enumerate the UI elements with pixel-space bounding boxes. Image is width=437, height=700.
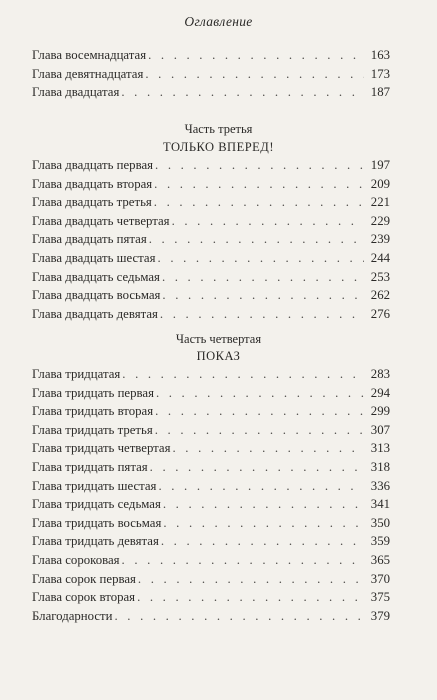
part-subtitle: ПОКАЗ: [196, 349, 241, 363]
toc-entry: [32, 46, 390, 65]
toc-entry-label: Глава двадцать третья: [32, 195, 152, 210]
toc-entry-label: Глава тридцать восьмая: [32, 515, 162, 530]
toc-entry: [32, 212, 390, 231]
toc-entry-page-number: 173: [370, 66, 390, 81]
toc-entry: [32, 570, 390, 589]
dot-leader: [156, 384, 364, 403]
toc-entry-label: Глава сорок вторая: [32, 590, 136, 605]
toc-section-part-four: [32, 365, 390, 625]
toc-entry-label: Глава девятнадцатая: [32, 66, 144, 81]
toc-entry: [32, 402, 390, 421]
toc-entry-page-number: 341: [370, 497, 390, 512]
toc-entry-label: Глава двадцать восьмая: [32, 288, 161, 303]
toc-entry-page-number: 253: [370, 269, 390, 284]
dot-leader: [137, 588, 364, 607]
dot-leader: [121, 83, 364, 102]
toc-entry-page-number: 163: [370, 48, 390, 62]
dot-leader: [163, 495, 364, 514]
dot-leader: [122, 365, 364, 384]
dot-leader: [154, 175, 364, 194]
dot-leader: [145, 65, 364, 84]
toc-entry: [32, 230, 390, 249]
toc-entry: [32, 268, 390, 287]
toc-entry-page-number: 197: [370, 158, 390, 172]
toc-entry-label: Глава двадцать девятая: [32, 306, 158, 321]
toc-entry-label: Глава двадцать шестая: [32, 250, 156, 265]
dot-leader: [114, 607, 364, 626]
toc-entry-label: Глава восемнадцатая: [32, 48, 147, 62]
toc-entry: [32, 83, 390, 102]
dot-leader: [172, 212, 364, 231]
dot-leader: [173, 439, 365, 458]
toc-entry: [32, 175, 390, 194]
toc-entry: [32, 532, 390, 551]
part-heading: Часть третья: [184, 122, 253, 136]
toc-entry-page-number: 229: [370, 213, 390, 228]
toc-entry-page-number: 350: [370, 515, 390, 530]
toc-entry: [32, 65, 390, 84]
toc-entry-page-number: 359: [370, 534, 390, 549]
toc-entry-page-number: 365: [370, 552, 390, 567]
toc-entry-label: Глава тридцать седьмая: [32, 497, 161, 512]
toc-entry: [32, 495, 390, 514]
dot-leader: [160, 305, 364, 324]
toc-entry-label: Глава двадцать вторая: [32, 176, 153, 191]
dot-leader: [148, 46, 364, 65]
toc-entry-page-number: 283: [370, 367, 390, 381]
toc-entry: [32, 477, 390, 496]
dot-leader: [162, 286, 364, 305]
toc-entry-page-number: 299: [370, 404, 390, 419]
toc-entry-label: Глава тридцать третья: [32, 422, 153, 437]
dot-leader: [158, 249, 364, 268]
toc-entry-label: Глава тридцать пятая: [32, 459, 148, 474]
dot-leader: [155, 421, 364, 440]
toc-entry: [32, 588, 390, 607]
dot-leader: [161, 532, 364, 551]
toc-entry-label: Глава тридцать вторая: [32, 404, 154, 419]
toc-entry-label: Глава двадцатая: [32, 85, 120, 100]
toc-entry-label: Глава тридцать шестая: [32, 478, 157, 493]
toc-entry-page-number: 313: [370, 441, 390, 456]
dot-leader: [162, 268, 364, 287]
toc-entry-label: Глава сорок первая: [32, 571, 136, 586]
dot-leader: [158, 477, 364, 496]
toc-section-part-three: [32, 156, 390, 323]
toc-entry: [32, 384, 390, 403]
toc-entry-page-number: 276: [370, 306, 390, 321]
toc-entry-page-number: 307: [370, 422, 390, 437]
toc-entry: [32, 156, 390, 175]
toc-entry-label: Глава двадцать четвертая: [32, 213, 170, 228]
dot-leader: [150, 458, 364, 477]
dot-leader: [155, 156, 364, 175]
toc-entry-page-number: 336: [370, 478, 390, 493]
toc-entry-page-number: 221: [370, 195, 390, 210]
dot-leader: [154, 193, 364, 212]
toc-entry-label: Глава тридцать первая: [32, 385, 154, 400]
toc-entry: [32, 439, 390, 458]
toc-entry-page-number: 294: [370, 385, 390, 400]
toc-entry: [32, 305, 390, 324]
toc-entry-label: Благодарности: [32, 608, 113, 623]
toc-entry-page-number: 318: [370, 459, 390, 474]
toc-entry-page-number: 209: [370, 176, 390, 191]
toc-entry: [32, 607, 390, 626]
toc-entry: [32, 365, 390, 384]
toc-entry: [32, 193, 390, 212]
part-heading: Часть четвертая: [175, 332, 262, 346]
toc-entry: [32, 514, 390, 533]
page-title: Оглавление: [184, 14, 253, 29]
toc-entry-label: Глава сороковая: [32, 552, 120, 567]
toc-entry-label: Глава тридцать девятая: [32, 534, 159, 549]
toc-entry-page-number: 187: [370, 85, 390, 100]
toc-entry-label: Глава двадцать первая: [32, 158, 154, 172]
toc-entry-page-number: 375: [370, 590, 390, 605]
toc-entry: [32, 551, 390, 570]
toc-entry-page-number: 244: [370, 250, 390, 265]
toc-entry-label: Глава тридцатая: [32, 367, 121, 381]
toc-entry: [32, 421, 390, 440]
part-subtitle: ТОЛЬКО ВПЕРЕД!: [163, 140, 274, 154]
toc-entry-label: Глава тридцать четвертая: [32, 441, 171, 456]
dot-leader: [138, 570, 364, 589]
toc-entry-label: Глава двадцать седьмая: [32, 269, 160, 284]
dot-leader: [155, 402, 364, 421]
toc-entry-page-number: 370: [370, 571, 390, 586]
dot-leader: [149, 230, 364, 249]
toc-entry-page-number: 239: [370, 232, 390, 247]
toc-section-continuation: [32, 46, 390, 102]
dot-leader: [122, 551, 364, 570]
dot-leader: [163, 514, 364, 533]
toc-entry-page-number: 262: [370, 288, 390, 303]
toc-entry: [32, 286, 390, 305]
toc-entry-page-number: 379: [370, 608, 390, 623]
toc-entry: [32, 249, 390, 268]
toc-entry: [32, 458, 390, 477]
toc-entry-label: Глава двадцать пятая: [32, 232, 147, 247]
